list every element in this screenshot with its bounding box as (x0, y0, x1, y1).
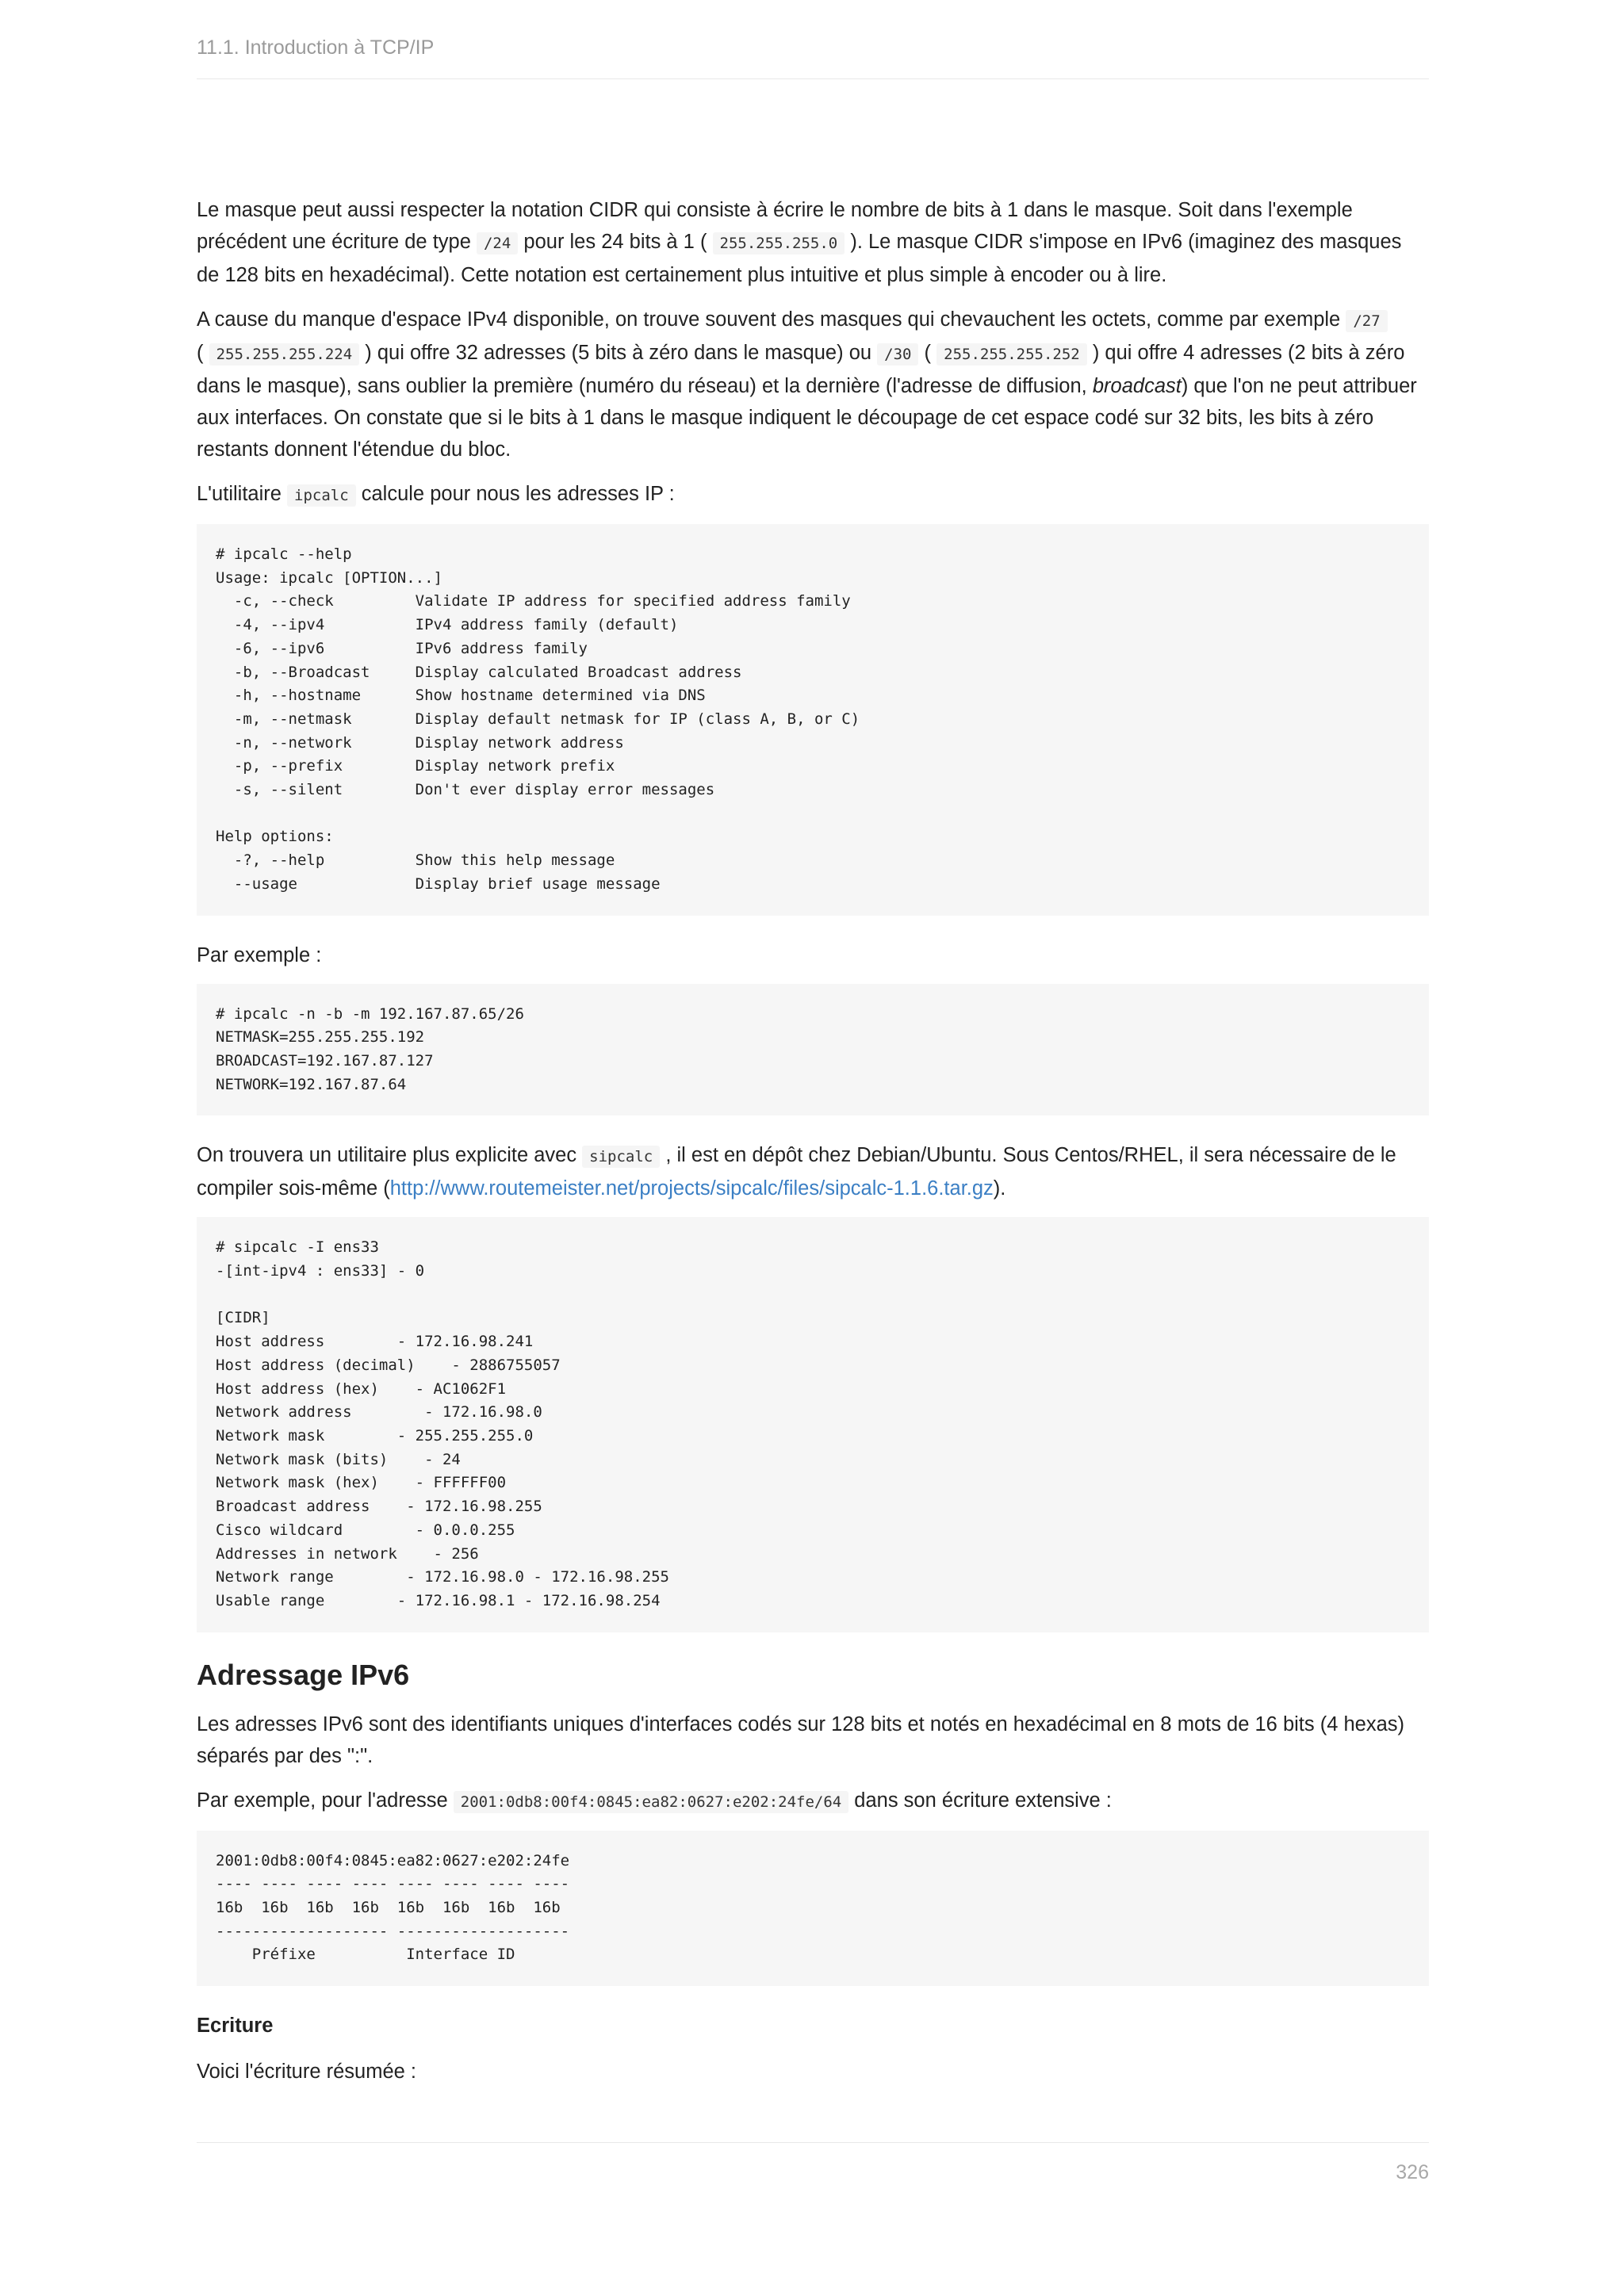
inline-code: /30 (877, 343, 918, 365)
heading-adressage-ipv6: Adressage IPv6 (197, 1658, 410, 1691)
paragraph-cidr: Le masque peut aussi respecter la notation CIDR qui consiste à écrire le nombre de bits à 1 dans le masque. Soit dans l'exemple précédent une écriture de type /24 pour les 24 bits à 1 ( 255.255.255.0 ). Le masque CIDR s'impose en IPv6 (imaginez des masques de 128 bits en hexadécimal). Cette notation est certainement plus intuitive et plus simple à encoder ou à lire. (197, 199, 1402, 286)
paragraph-ecriture-resumee: Voici l'écriture résumée : (197, 2061, 416, 2084)
code-block-sipcalc: # sipcalc -I ens33 -[int-ipv4 : ens33] - 0 [CIDR] Host address - 172.16.98.241 Host address (decimal) - 2886755057 Host address (hex) - AC1062F1 Network address - 172.16.98.0 Network mask - 255.255.255.0 Network mask (bits) - 24 Network mask (hex) - FFFFFF00 Broadcast address - 172.16.98.255 Cisco wildcard - 0.0.0.255 Addresses in network - 256 Network range - 172.16.98.0 - 172.16.98.255 Usable range - 172.16.98.1 - 172.16.98.254 (197, 1217, 1429, 1632)
section-title: 11.1. Introduction à TCP/IP (197, 36, 435, 59)
running-header (197, 36, 1429, 79)
paragraph-ipcalc-intro: L'utilitaire ipcalc calcule pour nous les adresses IP : (197, 483, 675, 505)
inline-code: 255.255.255.252 (936, 343, 1087, 365)
paragraph-ipv6-example: Par exemple, pour l'adresse 2001:0db8:00f4:0845:ea82:0627:e202:24fe/64 dans son écriture extensive : (197, 1789, 1112, 1812)
page-number: 326 (1396, 2161, 1429, 2183)
code-block-ipv6-extensive: 2001:0db8:00f4:0845:ea82:0627:e202:24fe ---- ---- ---- ---- ---- ---- ---- ---- 16b 16b 16b 16b 16b 16b 16b 16b ------------------- ------------------- Préfixe Interface ID (197, 1831, 1429, 1987)
emphasis-broadcast: broadcast (1092, 375, 1182, 397)
code-block-ipcalc-example: # ipcalc -n -b -m 192.167.87.65/26 NETMASK=255.255.255.192 BROADCAST=192.167.87.127 NETWORK=192.167.87.64 (197, 984, 1429, 1116)
code-block-ipcalc-help: # ipcalc --help Usage: ipcalc [OPTION...] -c, --check Validate IP address for specified address family -4, --ipv4 IPv4 address family (default) -6, --ipv6 IPv6 address family -b, --Broadcast Display calculated Broadcast address -h, --hostname Show hostname determined via DNS -m, --netmask Display default netmask for IP (class A, B, or C) -n, --network Display network address -p, --prefix Display network prefix -s, --silent Don't ever display error messages Help options: -?, --help Show this help message --usage Display brief usage message (197, 524, 1429, 916)
inline-code: /24 (477, 232, 518, 254)
inline-code: sipcalc (582, 1146, 660, 1168)
paragraph-sipcalc-intro: On trouvera un utilitaire plus explicite avec sipcalc , il est en dépôt chez Debian/Ubuntu. Sous Centos/RHEL, il sera nécessaire de le compiler sois-même (http://www.routemeister.net/projects/sipcalc/files/sipcalc-1.1.6.tar.gz). (197, 1144, 1396, 1200)
inline-code: ipcalc (287, 484, 356, 507)
sipcalc-download-link[interactable]: http://www.routemeister.net/projects/sipcalc/files/sipcalc-1.1.6.tar.gz (389, 1177, 994, 1200)
paragraph-masks: A cause du manque d'espace IPv4 disponible, on trouve souvent des masques qui chevauchent les octets, comme par exemple /27 ( 255.255.255.224 ) qui offre 32 adresses (5 bits à zéro dans le masque) ou /30 ( 255.255.255.252 ) qui offre 4 adresses (2 bits à zéro dans le masque), sans oublier la première (numéro du réseau) et la dernière (l'adresse de diffusion, broadcast) que l'on ne peut attribuer aux interfaces. On constate que si le bits à 1 dans le masque indiquent le découpage de cet espace codé sur 32 bits, les bits à zéro restants donnent l'étendue du bloc. (197, 308, 1417, 461)
page-content (197, 194, 1429, 2100)
paragraph-ipv6-intro: Les adresses IPv6 sont des identifiants uniques d'interfaces codés sur 128 bits et notés en hexadécimal en 8 mots de 16 bits (4 hexas) séparés par des ":". (197, 1712, 1405, 1767)
inline-code: /27 (1346, 310, 1387, 332)
heading-ecriture: Ecriture (197, 2015, 274, 2038)
inline-code: 2001:0db8:00f4:0845:ea82:0627:e202:24fe/64 (454, 1791, 848, 1813)
inline-code: 255.255.255.0 (713, 232, 845, 254)
footer-divider (197, 2142, 1429, 2143)
paragraph-example: Par exemple : (197, 943, 322, 966)
inline-code: 255.255.255.224 (209, 343, 360, 365)
